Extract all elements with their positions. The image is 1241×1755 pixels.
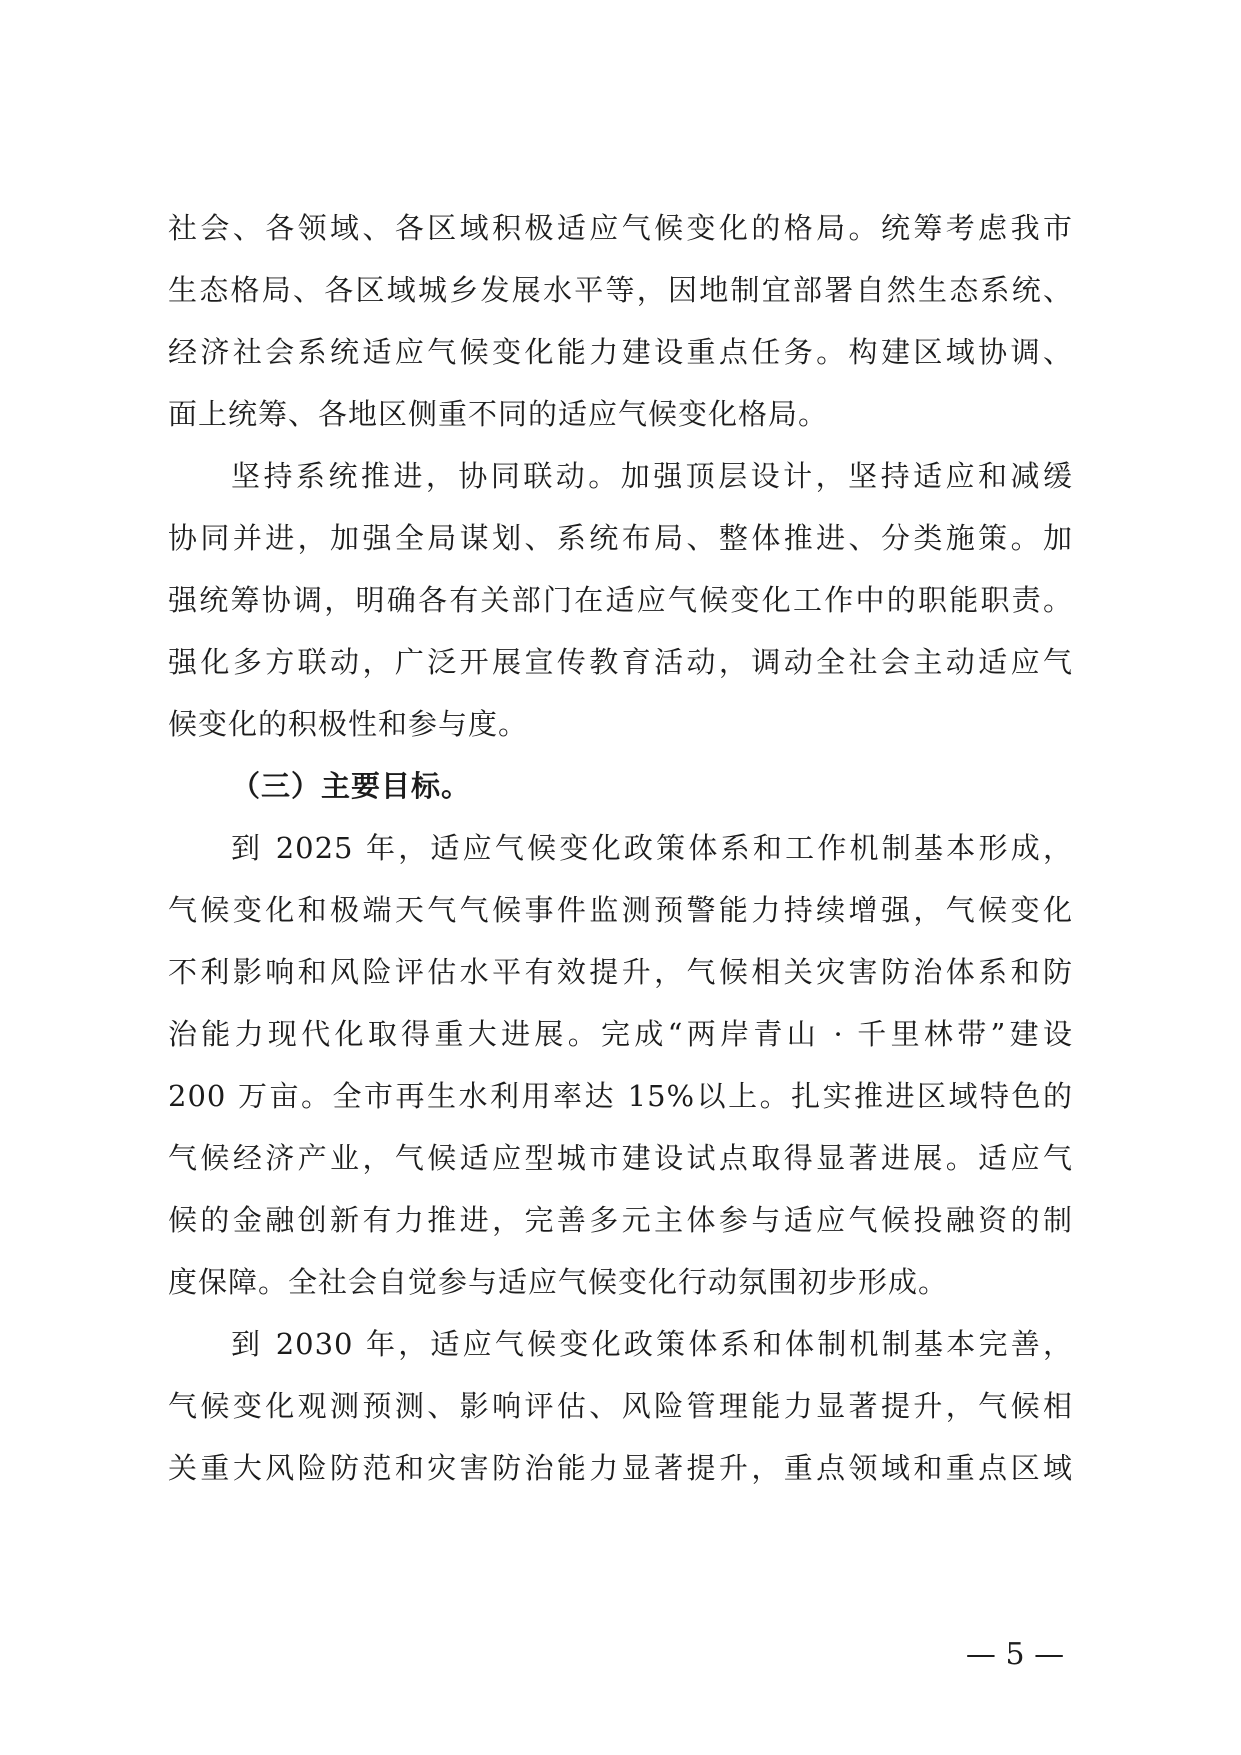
body-text-line: 面上统筹、各地区侧重不同的适应气候变化格局。 <box>168 397 829 431</box>
body-text-line: 治能力现代化取得重大进展。完成“两岸青山 · 千里林带”建设 <box>168 1017 1073 1051</box>
paragraph-first-line: 坚持系统推进，协同联动。加强顶层设计，坚持适应和减缓 <box>231 459 1073 493</box>
section-heading: （三）主要目标。 <box>231 769 472 803</box>
paragraph-first-line: 到 2025 年，适应气候变化政策体系和工作机制基本形成， <box>231 831 1073 865</box>
paragraph-first-line: 到 2030 年，适应气候变化政策体系和体制机制基本完善， <box>231 1327 1073 1361</box>
body-text-line: 候的金融创新有力推进，完善多元主体参与适应气候投融资的制 <box>168 1203 1073 1237</box>
body-text-line: 气候变化观测预测、影响评估、风险管理能力显著提升，气候相 <box>168 1389 1073 1423</box>
body-text-line: 经济社会系统适应气候变化能力建设重点任务。构建区域协调、 <box>168 335 1073 369</box>
body-text-line: 关重大风险防范和灾害防治能力显著提升，重点领域和重点区域 <box>168 1451 1073 1485</box>
body-text-line: 协同并进，加强全局谋划、系统布局、整体推进、分类施策。加 <box>168 521 1073 555</box>
body-text-line: 强化多方联动，广泛开展宣传教育活动，调动全社会主动适应气 <box>168 645 1073 679</box>
body-text-line: 200 万亩。全市再生水利用率达 15%以上。扎实推进区域特色的 <box>168 1079 1073 1113</box>
body-text-line: 强统筹协调，明确各有关部门在适应气候变化工作中的职能职责。 <box>168 583 1073 617</box>
body-text-line: 气候经济产业，气候适应型城市建设试点取得显著进展。适应气 <box>168 1141 1073 1175</box>
body-text-line: 社会、各领域、各区域积极适应气候变化的格局。统筹考虑我市 <box>168 211 1073 245</box>
body-text-line: 气候变化和极端天气气候事件监测预警能力持续增强，气候变化 <box>168 893 1073 927</box>
page-number: — 5 — <box>965 1637 1065 1672</box>
body-text-line: 生态格局、各区域城乡发展水平等，因地制宜部署自然生态系统、 <box>168 273 1073 307</box>
body-text-line: 不利影响和风险评估水平有效提升，气候相关灾害防治体系和防 <box>168 955 1073 989</box>
body-text-line: 度保障。全社会自觉参与适应气候变化行动氛围初步形成。 <box>168 1265 949 1299</box>
body-text-line: 候变化的积极性和参与度。 <box>168 707 529 741</box>
